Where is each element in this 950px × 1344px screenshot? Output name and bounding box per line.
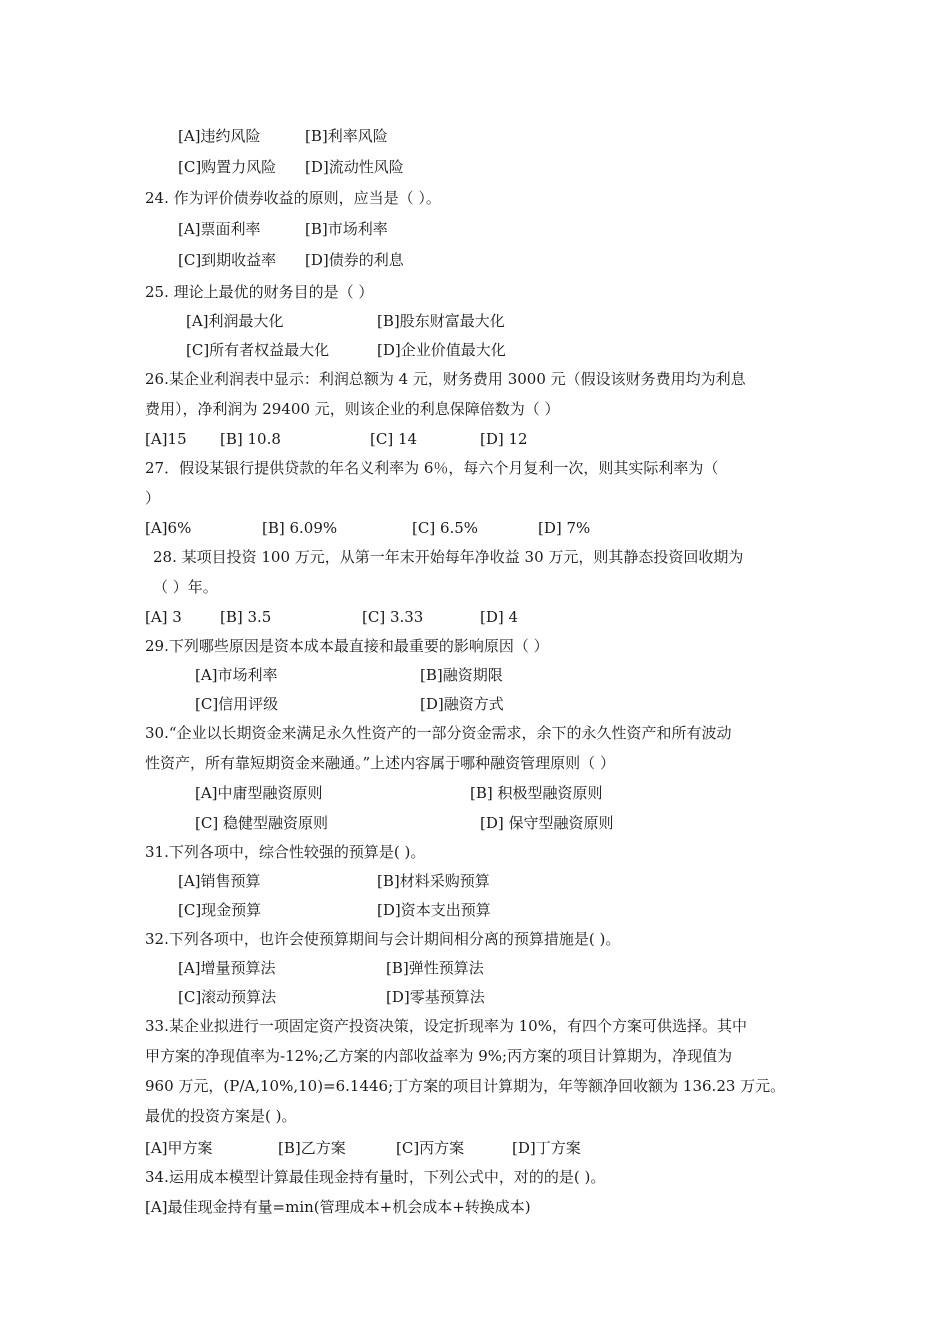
- q26-option-b: [B] 10.8: [220, 430, 281, 448]
- q33-option-d: [D]丁方案: [512, 1139, 581, 1157]
- q29-option-d: [D]融资方式: [420, 695, 504, 713]
- q29-option-b: [B]融资期限: [420, 666, 503, 684]
- q26-stem-line-2: 费用），净利润为 29400 元，则该企业的利息保障倍数为（ ）: [145, 400, 560, 418]
- q26-option-c: [C] 14: [370, 430, 418, 448]
- q30-option-c: [C] 稳健型融资原则: [195, 814, 328, 832]
- q29-option-c: [C]信用评级: [195, 695, 279, 713]
- q30-option-b: [B] 积极型融资原则: [470, 784, 603, 802]
- q27-option-a: [A]6%: [145, 519, 192, 537]
- q33-stem-line-1: 33.某企业拟进行一项固定资产投资决策，设定折现率为 10%，有四个方案可供选择。其中: [145, 1017, 747, 1035]
- q26-stem-line-1: 26.某企业利润表中显示：利润总额为 4 元，财务费用 3000 元（假设该财务费用均为利息: [145, 370, 746, 388]
- q31-option-b: [B]材料采购预算: [377, 872, 490, 890]
- q25-option-c: [C]所有者权益最大化: [186, 341, 330, 359]
- q25-option-d: [D]企业价值最大化: [377, 341, 506, 359]
- q25-stem: 25. 理论上最优的财务目的是（ ）: [145, 283, 374, 301]
- q27-stem-line-2: ）: [145, 489, 161, 507]
- q28-stem-line-1: 28. 某项目投资 100 万元，从第一年末开始每年净收益 30 万元，则其静态投资回收期为: [153, 548, 744, 566]
- q31-stem: 31.下列各项中，综合性较强的预算是( )。: [145, 843, 426, 861]
- q31-option-c: [C]现金预算: [178, 901, 262, 919]
- q30-stem-line-1: 30.“企业以长期资金来满足永久性资产的一部分资金需求，余下的永久性资产和所有波动: [145, 724, 732, 742]
- q24-option-c: [C]到期收益率: [178, 251, 277, 269]
- q33-stem-line-4: 最优的投资方案是( )。: [145, 1107, 297, 1125]
- q32-option-c: [C]滚动预算法: [178, 988, 277, 1006]
- q28-option-c: [C] 3.33: [362, 608, 424, 626]
- q33-option-b: [B]乙方案: [278, 1139, 346, 1157]
- q27-stem-line-1: 27．假设某银行提供贷款的年名义利率为 6％，每六个月复利一次，则其实际利率为（: [145, 459, 719, 477]
- q32-option-a: [A]增量预算法: [178, 959, 276, 977]
- q25-option-b: [B]股东财富最大化: [377, 312, 505, 330]
- q30-option-a: [A]中庸型融资原则: [195, 784, 323, 802]
- q26-option-d: [D] 12: [480, 430, 528, 448]
- q32-stem: 32.下列各项中，也许会使预算期间与会计期间相分离的预算措施是( )。: [145, 930, 621, 948]
- q32-option-d: [D]零基预算法: [386, 988, 485, 1006]
- q33-option-c: [C]丙方案: [396, 1139, 465, 1157]
- q33-stem-line-3: 960 万元，(P/A,10%,10)=6.1446;丁方案的项目计算期为，年等额净回收额为 136.23 万元。: [145, 1077, 786, 1095]
- q34-option-a: [A]最佳现金持有量=min(管理成本+机会成本+转换成本): [145, 1198, 531, 1216]
- q31-option-d: [D]资本支出预算: [377, 901, 491, 919]
- q26-option-a: [A]15: [145, 430, 187, 448]
- q30-option-d: [D] 保守型融资原则: [480, 814, 614, 832]
- q24-stem: 24. 作为评价债券收益的原则，应当是（ ）。: [145, 189, 441, 207]
- q30-stem-line-2: 性资产，所有靠短期资金来融通。”上述内容属于哪种融资管理原则（ ）: [145, 754, 615, 772]
- q24-option-a: [A]票面利率: [178, 220, 261, 238]
- q31-option-a: [A]销售预算: [178, 872, 261, 890]
- q29-option-a: [A]市场利率: [195, 666, 278, 684]
- q28-option-d: [D] 4: [480, 608, 519, 626]
- q23-option-d: [D]流动性风险: [305, 158, 404, 176]
- q23-option-a: [A]违约风险: [178, 127, 261, 145]
- q23-option-c: [C]购置力风险: [178, 158, 277, 176]
- q28-option-b: [B] 3.5: [220, 608, 272, 626]
- q27-option-b: [B] 6.09%: [262, 519, 338, 537]
- q27-option-c: [C] 6.5%: [412, 519, 479, 537]
- q28-stem-line-2: （ ）年。: [153, 578, 218, 596]
- q24-option-d: [D]债券的利息: [305, 251, 404, 269]
- q23-option-b: [B]利率风险: [305, 127, 388, 145]
- q27-option-d: [D] 7%: [538, 519, 591, 537]
- q29-stem: 29.下列哪些原因是资本成本最直接和最重要的影响原因（ ）: [145, 637, 549, 655]
- q32-option-b: [B]弹性预算法: [386, 959, 484, 977]
- q33-option-a: [A]甲方案: [145, 1139, 213, 1157]
- q28-option-a: [A] 3: [145, 608, 182, 626]
- q24-option-b: [B]市场利率: [305, 220, 388, 238]
- q34-stem: 34.运用成本模型计算最佳现金持有量时，下列公式中，对的的是( )。: [145, 1168, 606, 1186]
- q25-option-a: [A]利润最大化: [186, 312, 284, 330]
- q33-stem-line-2: 甲方案的净现值率为-12%;乙方案的内部收益率为 9%;丙方案的项目计算期为，净现值为: [145, 1047, 733, 1065]
